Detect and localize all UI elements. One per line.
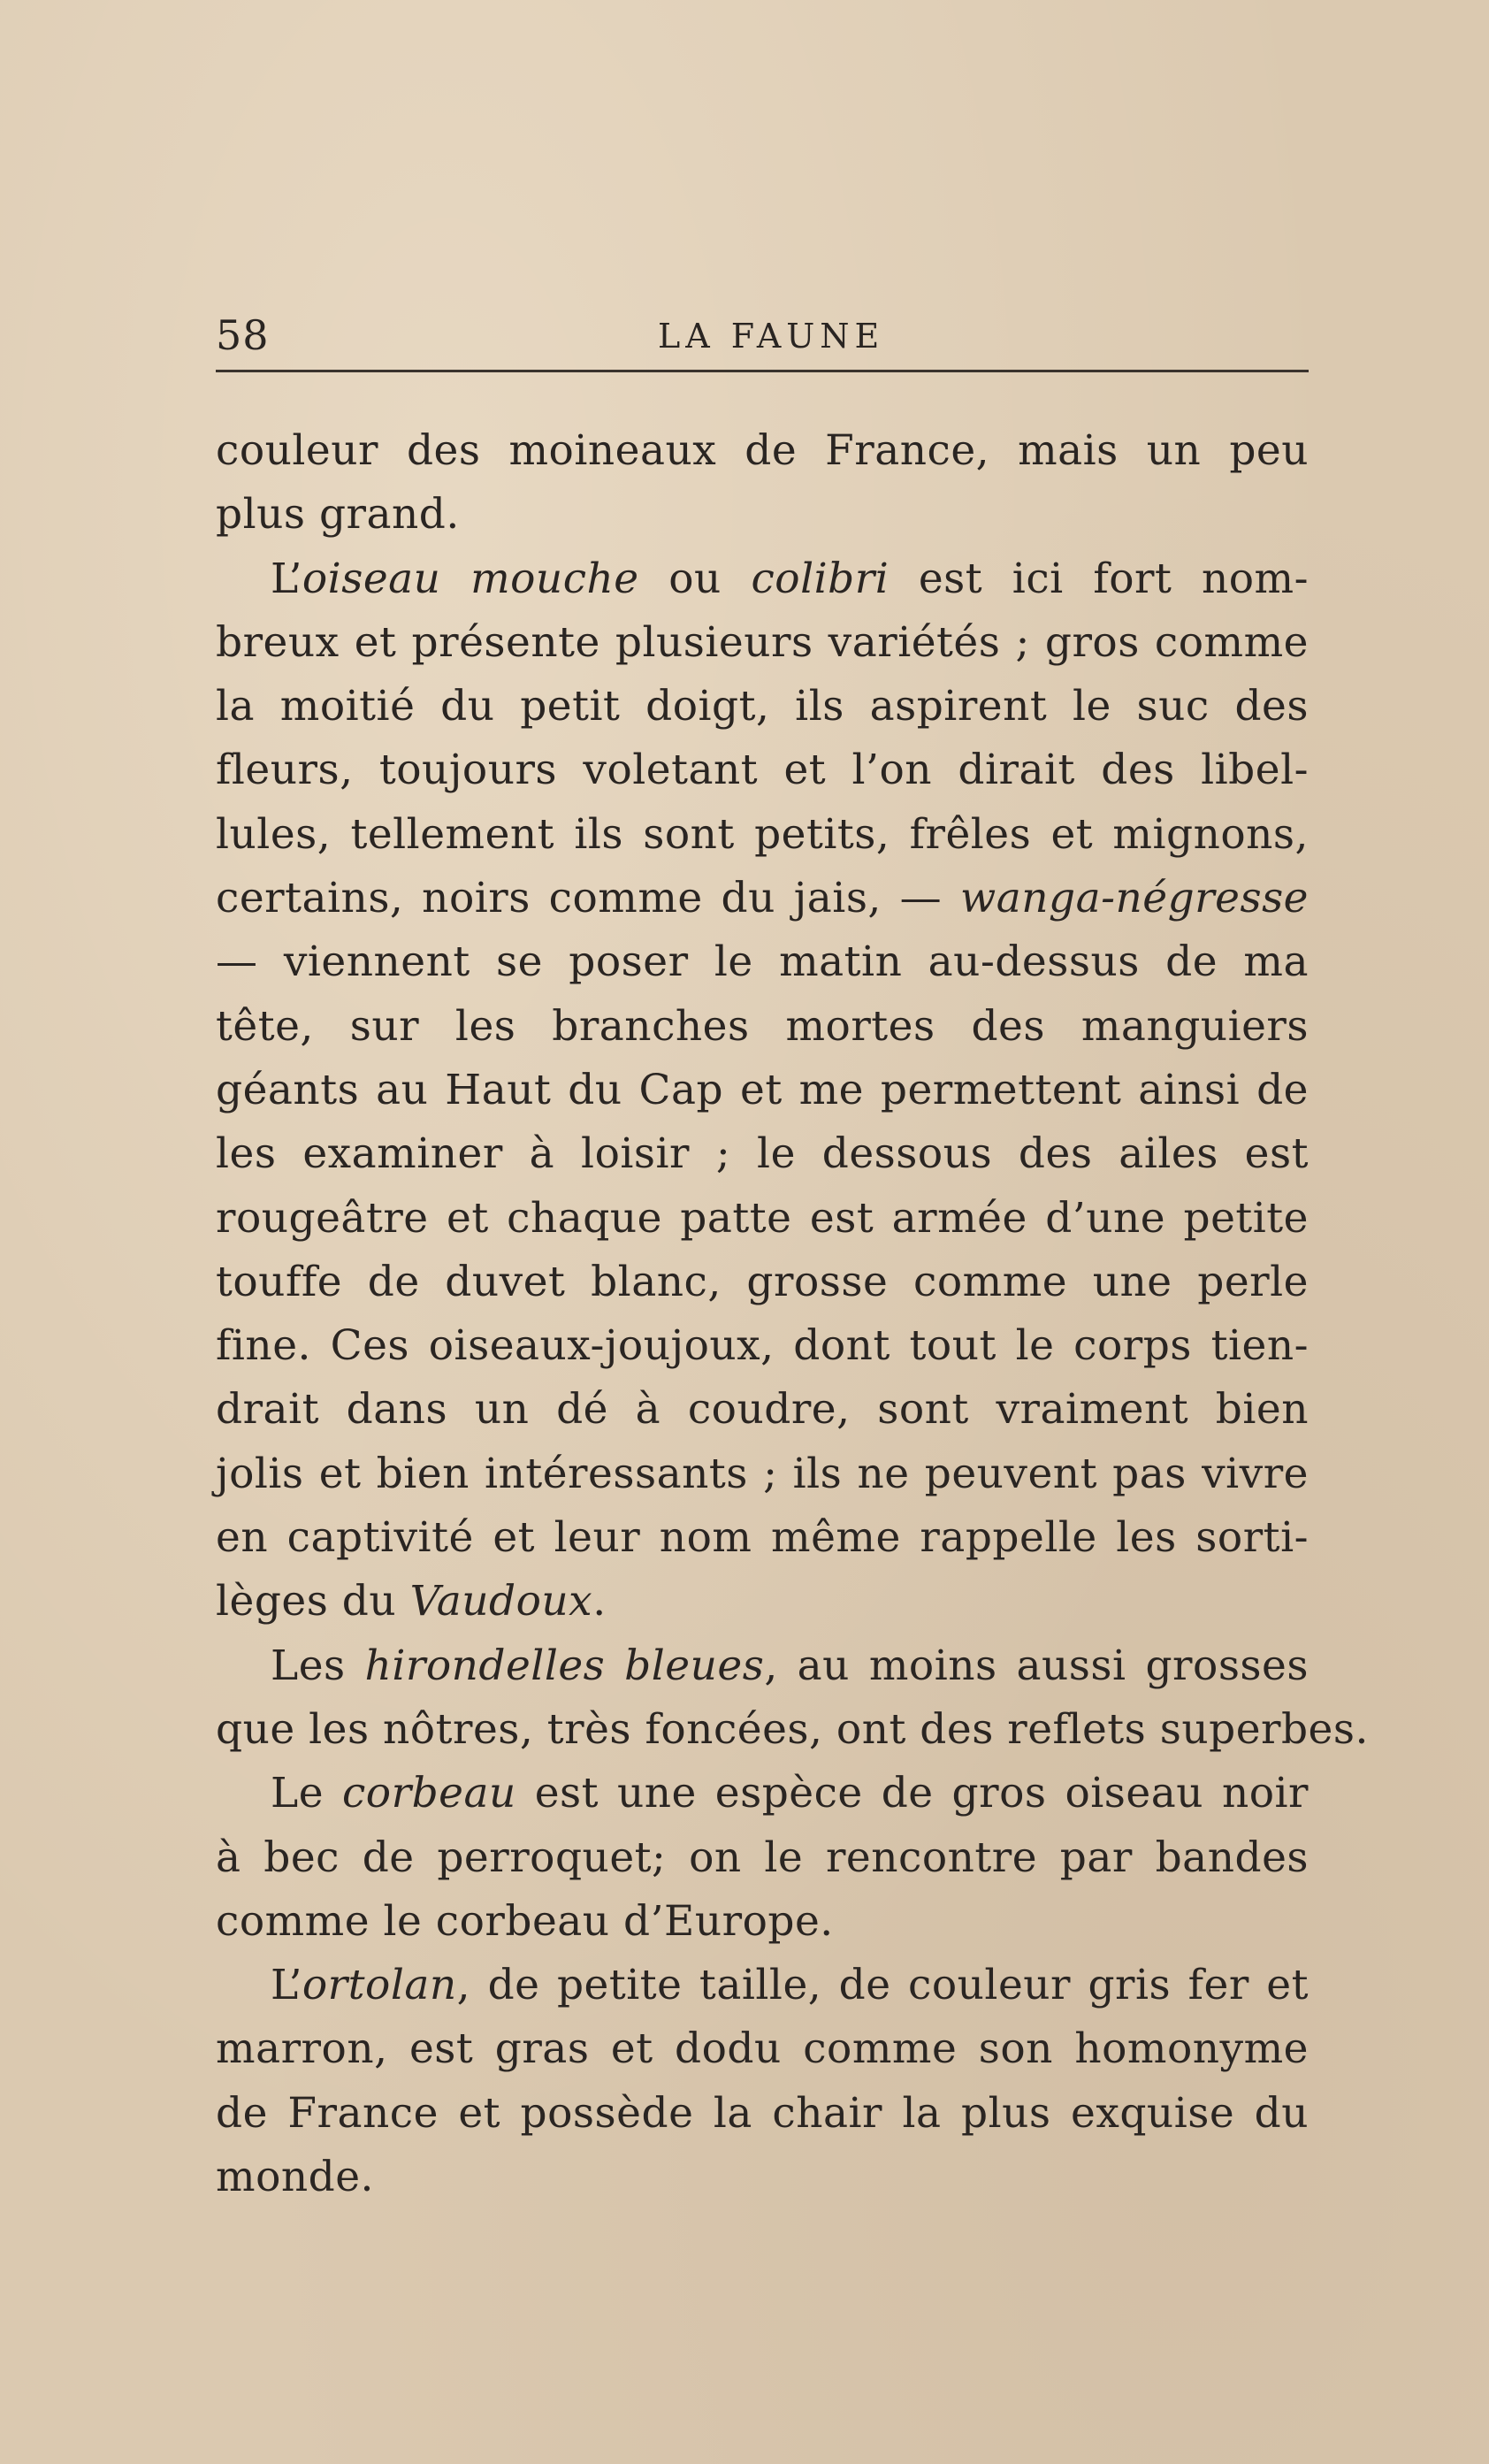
text-line: géants au Haut du Cap et me permettent ainsi de bbox=[216, 1065, 1309, 1114]
text-line: L’oiseau mouche ou colibri est ici fort nom- bbox=[271, 554, 1310, 603]
text-line: comme le corbeau d’Europe. bbox=[216, 1896, 834, 1946]
page-number: 58 bbox=[216, 311, 270, 359]
text-line: lules, tellement ils sont petits, frêles et mignons, bbox=[216, 809, 1309, 859]
text-line: à bec de perroquet; on le rencontre par bandes bbox=[216, 1833, 1309, 1882]
running-head bbox=[216, 311, 1309, 364]
text-line: breux et présente plusieurs variétés ; gros comme bbox=[216, 617, 1309, 667]
text-line: tête, sur les branches mortes des manguiers bbox=[216, 1001, 1309, 1051]
text-line: touffe de duvet blanc, grosse comme une perle bbox=[216, 1257, 1309, 1306]
text-line: fleurs, toujours voletant et l’on dirait des libel- bbox=[216, 746, 1309, 795]
text-line: la moitié du petit doigt, ils aspirent le suc des bbox=[216, 682, 1309, 731]
text-line: Les hirondelles bleues, au moins aussi grosses bbox=[271, 1641, 1309, 1690]
text-line: fine. Ces oiseaux-joujoux, dont tout le corps tien- bbox=[216, 1321, 1309, 1371]
text-line: drait dans un dé à coudre, sont vraiment bien bbox=[216, 1385, 1309, 1435]
text-line: L’ortolan, de petite taille, de couleur gris fer et bbox=[271, 1961, 1309, 2010]
text-line: marron, est gras et dodu comme son homonyme bbox=[216, 2024, 1309, 2074]
italic-term: oiseau mouche bbox=[302, 554, 639, 603]
text-line: plus grand. bbox=[216, 490, 460, 539]
body-text bbox=[216, 419, 1369, 2209]
italic-term: wanga-négresse bbox=[959, 874, 1309, 923]
italic-term: Vaudoux bbox=[409, 1577, 593, 1626]
italic-term: corbeau bbox=[341, 1769, 516, 1818]
italic-term: hirondelles bleues bbox=[364, 1641, 765, 1690]
italic-term: ortolan bbox=[302, 1961, 457, 2010]
text-line: que les nôtres, très foncées, ont des reflets superbes. bbox=[216, 1704, 1369, 1754]
italic-term: colibri bbox=[751, 554, 890, 603]
text-line: les examiner à loisir ; le dessous des ailes est bbox=[216, 1129, 1309, 1179]
text-line: rougeâtre et chaque patte est armée d’une petite bbox=[216, 1193, 1309, 1243]
text-line: lèges du Vaudoux. bbox=[216, 1577, 607, 1626]
running-title: LA FAUNE bbox=[658, 317, 885, 356]
text-line: en captivité et leur nom même rappelle les sorti- bbox=[216, 1513, 1309, 1563]
text-line: de France et possède la chair la plus exquise du bbox=[216, 2088, 1309, 2138]
text-line: certains, noirs comme du jais, — wanga-négresse bbox=[216, 874, 1309, 923]
text-line: monde. bbox=[216, 2153, 374, 2202]
text-line: jolis et bien intéressants ; ils ne peuvent pas vivre bbox=[216, 1449, 1309, 1498]
header-rule bbox=[216, 370, 1309, 372]
text-line: Le corbeau est une espèce de gros oiseau noir bbox=[271, 1769, 1310, 1818]
text-line: — viennent se poser le matin au-dessus de ma bbox=[216, 937, 1309, 987]
text-line: couleur des moineaux de France, mais un peu bbox=[216, 426, 1309, 475]
